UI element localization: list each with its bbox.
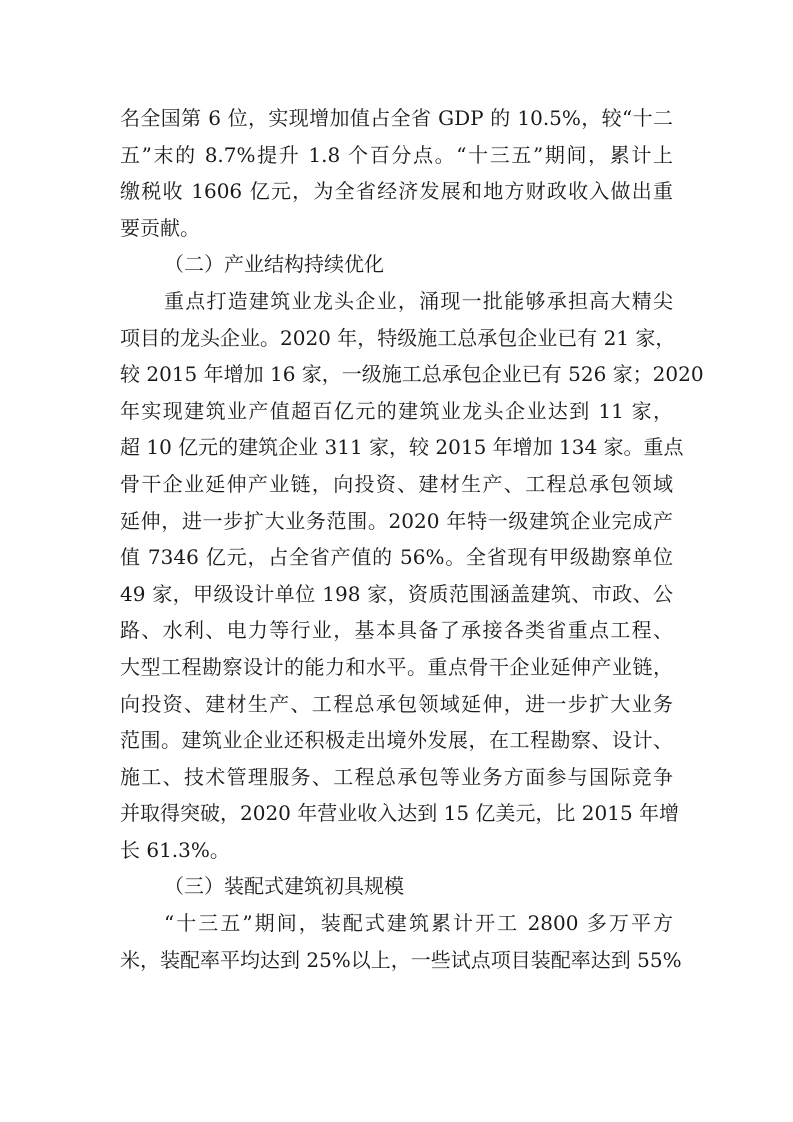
text-line: 延伸，进一步扩大业务范围。2020 年特一级建筑企业完成产 — [120, 508, 673, 533]
text-line: 项目的龙头企业。2020 年，特级施工总承包企业已有 21 家， — [120, 325, 676, 350]
text-line: 路、水利、电力等行业，基本具备了承接各类省重点工程、 — [120, 618, 673, 643]
text-line: 长 61.3%。 — [120, 837, 230, 862]
section-industry-structure — [120, 246, 704, 868]
section-heading: （三）装配式建筑初具规模 — [164, 874, 404, 899]
text-line: 范围。建筑业企业还积极走出境外发展，在工程勘察、设计、 — [120, 728, 673, 753]
section-prefab-construction — [120, 868, 682, 978]
text-line: 年实现建筑业产值超百亿元的建筑业龙头企业达到 11 家， — [120, 398, 673, 423]
text-line: 重点打造建筑业龙头企业，涌现一批能够承担高大精尖 — [164, 288, 673, 313]
text-line: 施工、技术管理服务、工程总承包等业务方面参与国际竞争 — [120, 764, 673, 789]
text-line: “十三五”期间，装配式建筑累计开工 2800 多万平方 — [164, 911, 673, 936]
text-line: 要贡献。 — [120, 215, 200, 240]
text-line: 并取得突破，2020 年营业收入达到 15 亿美元，比 2015 年增 — [120, 801, 680, 826]
text-line: 缴税收 1606 亿元，为全省经济发展和地方财政收入做出重 — [120, 179, 673, 204]
text-line: 骨干企业延伸产业链，向投资、建材生产、工程总承包领域 — [120, 471, 673, 496]
text-line: 五”末的 8.7%提升 1.8 个百分点。“十三五”期间，累计上 — [120, 142, 673, 167]
text-line: 较 2015 年增加 16 家，一级施工总承包企业已有 526 家；2020 — [120, 362, 704, 387]
section-heading: （二）产业结构持续优化 — [164, 252, 384, 277]
text-line: 米，装配率平均达到 25%以上，一些试点项目装配率达到 55% — [120, 947, 682, 972]
document-page — [120, 100, 704, 978]
paragraph-continuation — [120, 100, 673, 246]
text-line: 名全国第 6 位，实现增加值占全省 GDP 的 10.5%，较“十二 — [120, 106, 673, 130]
text-line: 值 7346 亿元，占全省产值的 56%。全省现有甲级勘察单位 — [120, 545, 673, 570]
text-line: 49 家，甲级设计单位 198 家，资质范围涵盖建筑、市政、公 — [120, 581, 673, 606]
text-line: 大型工程勘察设计的能力和水平。重点骨干企业延伸产业链， — [120, 654, 673, 679]
text-line: 向投资、建材生产、工程总承包领域延伸，进一步扩大业务 — [120, 691, 673, 716]
text-line: 超 10 亿元的建筑企业 311 家，较 2015 年增加 134 家。重点 — [120, 435, 684, 460]
